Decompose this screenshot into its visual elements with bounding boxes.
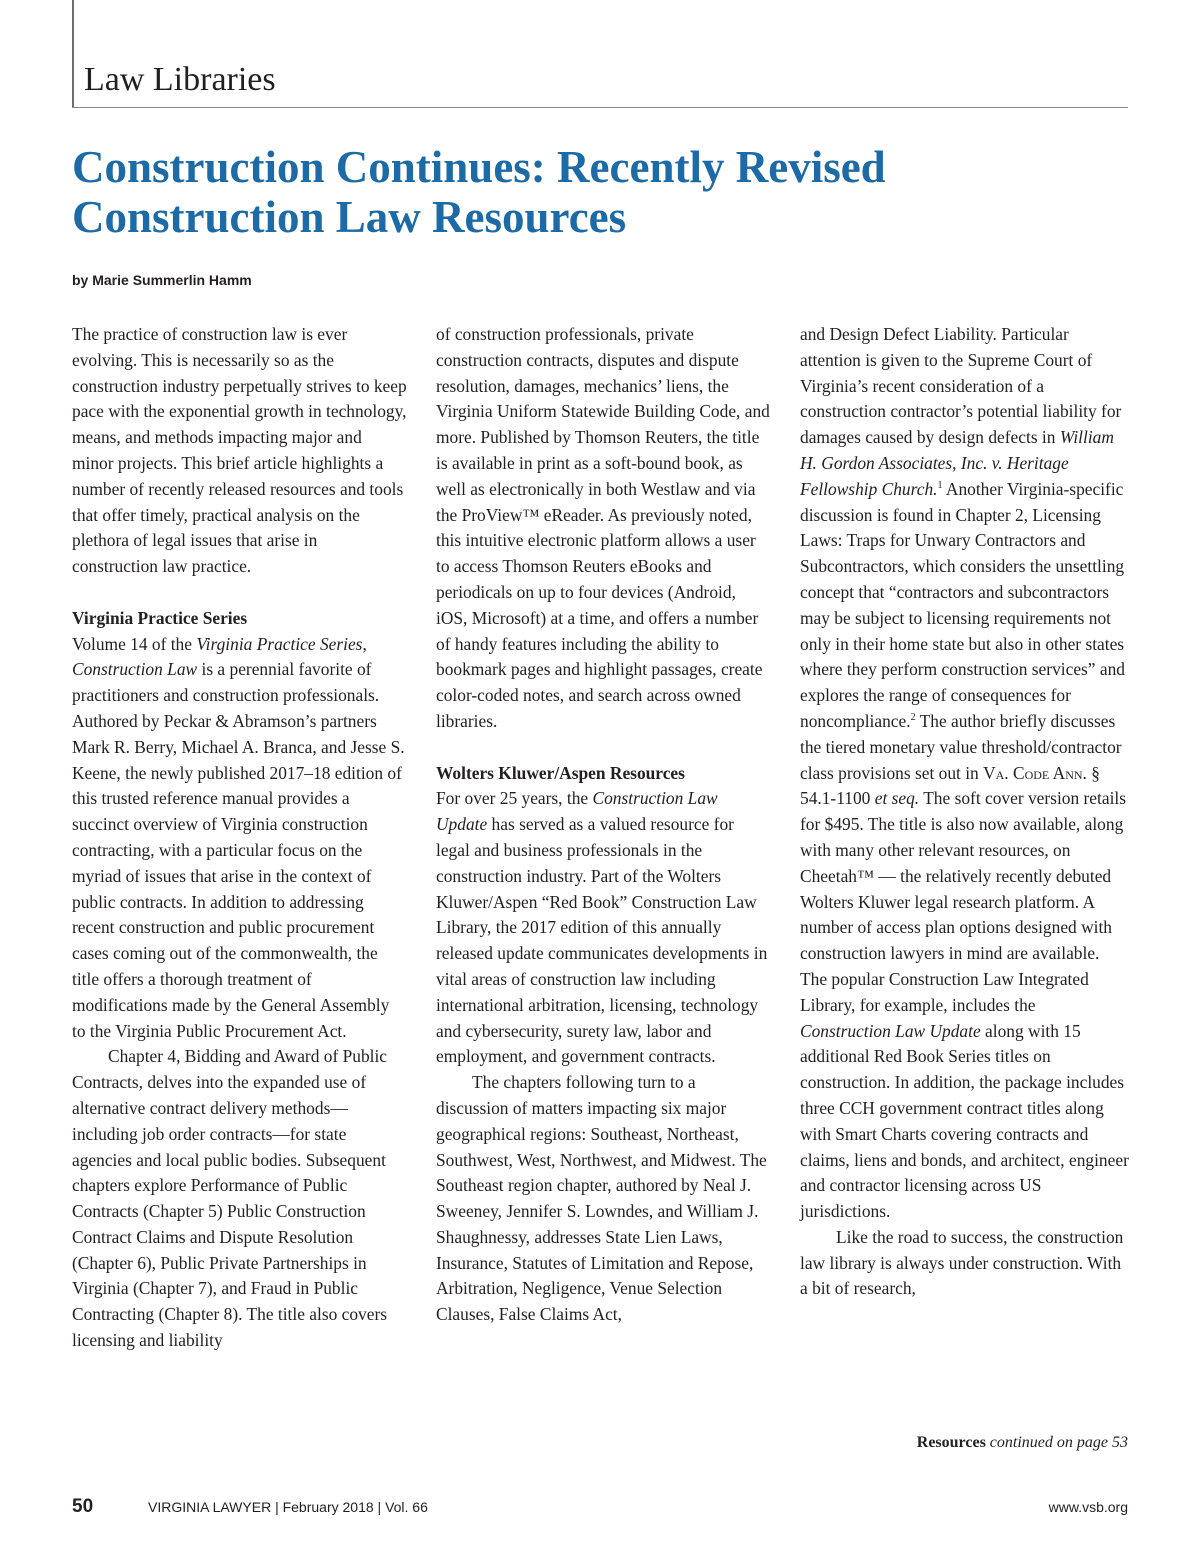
article-title-line2: Construction Law Resources bbox=[72, 192, 627, 242]
paragraph-regions: The chapters following turn to a discussion of matters impacting six major geographical regions: Southeast, Northeast, Southwest, West, Northwest, and Midwest. The Southeast region chapter, authored by Neal J. Sweeney, Jennifer S. Lowndes, and William J. Shaughnessy, addresses State Lien Laws, Insurance, Statutes of Limitation and Repose, Arbitration, Negligence, Venue Selection Clauses, False Claims Act, bbox=[436, 1072, 767, 1325]
italic-case-name: William H. Gordon Associates, Inc. v. Heritage Fellowship Church. bbox=[800, 427, 1114, 499]
paragraph-road-to-success: Like the road to success, the construction law library is always under construction. With a bit of research, bbox=[800, 1226, 1124, 1299]
byline: by Marie Summerlin Hamm bbox=[72, 272, 252, 288]
paragraph-construction-professionals: of construction professionals, private construction contracts, disputes and dispute resolution, damages, mechanics’ liens, the Virginia Uniform Statewide Building Code, and more. Published by Thomson Reuters, the title is available in print as a soft-bound book, as well as electronically in both Westlaw and via the ProView™ eReader. As previously noted, this intuitive electronic platform allows a user to access Thomson Reuters eBooks and periodicals on up to four devices (Android, iOS, Microsoft) at a time, and offers a number of handy features including the ability to bookmark pages and highlight passages, create color-coded notes, and search across owned libraries. bbox=[436, 324, 770, 731]
continued-text: continued on page 53 bbox=[989, 1434, 1128, 1451]
italic-update-title: Construction Law Update bbox=[436, 788, 718, 835]
page-footer bbox=[72, 1496, 1128, 1524]
header-rule bbox=[72, 107, 1128, 108]
italic-series-title: Virginia Practice Series bbox=[196, 633, 363, 654]
footnote-1: 1 bbox=[937, 479, 943, 491]
section-label: Law Libraries bbox=[84, 61, 276, 98]
paragraph-virginia-practice: Volume 14 of the Virginia Practice Series, Construction Law is a perennial favorite of practitioners and construction professionals. Authored by Peckar & Abramson’s partners Mark R. Berry, Michael A. Branca, and Jesse S. Keene, the newly published 2017–18 edition of this trusted reference manual provides a succinct overview of Virginia construction contracting, with a particular focus on the myriad of issues that arise in the context of public contracts. In addition to addressing recent construction and public procurement cases coming out of the commonwealth, the title offers a thorough treatment of modifications made by the General Assembly to the Virginia Public Procurement Act. bbox=[72, 633, 405, 1041]
statute-citation: Va. Code Ann. bbox=[983, 762, 1087, 783]
paragraph-design-defect: and Design Defect Liability. Particular attention is given to the Supreme Court of Virginia’s recent consideration of a construction contractor’s potential liability for damages caused by design defects in William H. Gordon Associates, Inc. v. Heritage Fellowship Church.$^1$ Another Virginia-specific discussion is found in Chapter 2, Licensing Laws: Traps for Unwary Contractors and Subcontractors, which considers the unsettling concept that “contractors and subcontractors may be subject to licensing requirements not only in their home state but also in other states where they perform construction services” and explores the range of consequences for noncompliance.$^2$ The author briefly discusses the tiered monetary value threshold/contractor class provisions set out in Va. Code Ann. § 54.1-1100 et seq. The soft cover version retails for $495. The title is also now available, along with many other relevant resources, on Cheetah™ — the relatively recently debuted Wolters Kluwer legal research platform. A number of access plan options designed with construction lawyers in mind are available. The popular Construction Law Integrated Library, for example, includes the Construction Law Update along with 15 additional Red Book Series titles on construction. In addition, the package includes three CCH government contract titles along with Smart Charts covering contracts and claims, liens and bonds, and architect, engineer and contractor licensing across US jurisdictions. bbox=[800, 324, 1129, 1222]
intro-paragraph: The practice of construction law is ever evolving. This is necessarily so as the construction industry perpetually strives to keep pace with the exponential growth in technology, means, and methods impacting major and minor projects. This brief article highlights a number of recently released resources and tools that offer timely, practical analysis on the plethora of legal issues that arise in construction law practice. bbox=[72, 324, 407, 577]
paragraph-construction-law-update: For over 25 years, the Construction Law Update has served as a valued resource for legal and business professionals in the construction industry. Part of the Wolters Kluwer/Aspen “Red Book” Construction Law Library, the 2017 edition of this annually released update communicates developments in vital areas of construction law including international arbitration, licensing, technology and cybersecurity, surety law, labor and employment, and government contracts. bbox=[436, 788, 768, 1067]
heading-virginia-practice-series: Virginia Practice Series bbox=[72, 607, 248, 628]
publication-info: VIRGINIA LAWYER | February 2018 | Vol. 66 bbox=[148, 1499, 428, 1515]
italic-update-title-2: Construction Law Update bbox=[800, 1020, 981, 1041]
website: www.vsb.org bbox=[1048, 1499, 1128, 1515]
italic-book-title: Construction Law bbox=[72, 659, 198, 680]
heading-wolters-kluwer: Wolters Kluwer/Aspen Resources bbox=[436, 762, 685, 783]
column-2 bbox=[436, 322, 771, 1328]
continued-word: Resources bbox=[916, 1434, 986, 1451]
column-3 bbox=[800, 322, 1130, 1302]
article-title-line1: Construction Continues: Recently Revised bbox=[72, 142, 886, 192]
footnote-2: 2 bbox=[910, 712, 916, 724]
page-number: 50 bbox=[72, 1496, 94, 1517]
paragraph-chapter-4: Chapter 4, Bidding and Award of Public Contracts, delves into the expanded use of alternative contract delivery methods—including job order contracts—for state agencies and local public bodies. Subsequent chapters explore Performance of Public Contracts (Chapter 5) Public Construction Contract Claims and Dispute Resolution (Chapter 6), Public Private Partnerships in Virginia (Chapter 7), and Fraud in Public Contracting (Chapter 8). The title also covers licensing and liability bbox=[72, 1046, 388, 1351]
column-1 bbox=[72, 322, 407, 1354]
article-title bbox=[72, 142, 1132, 242]
header-vertical-rule bbox=[72, 0, 74, 108]
continued-notice bbox=[917, 1434, 1128, 1452]
